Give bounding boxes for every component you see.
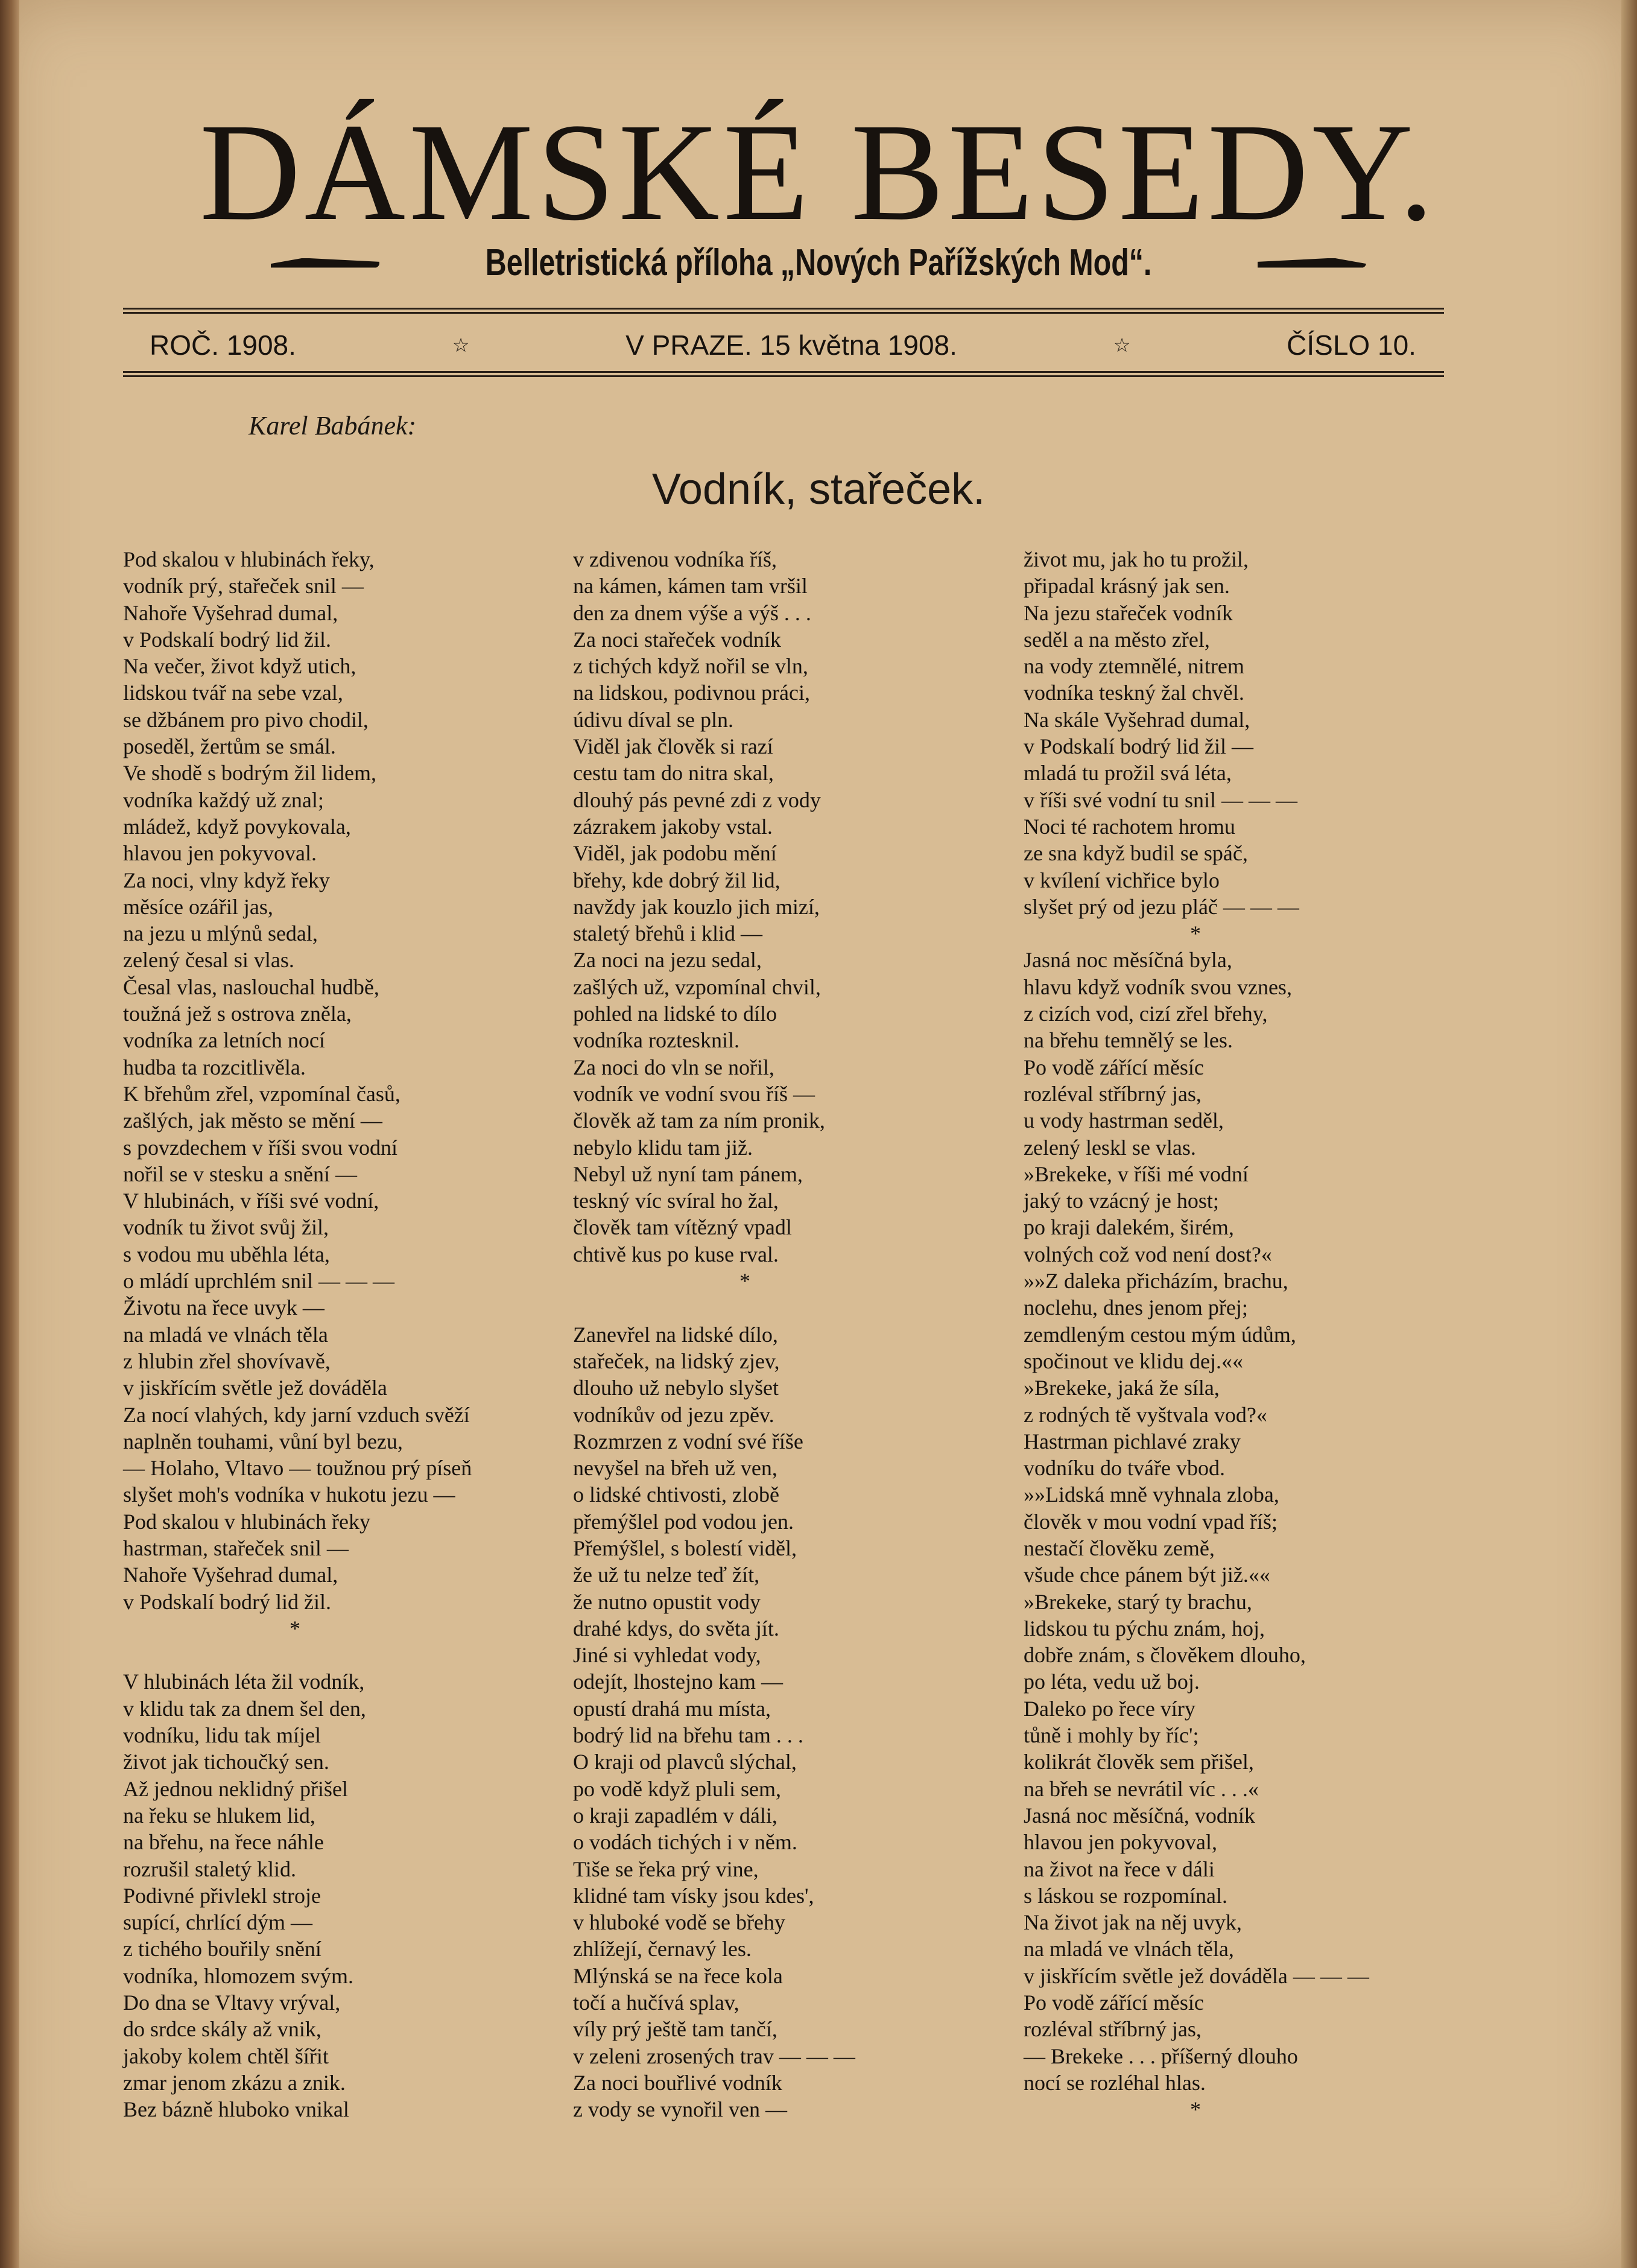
poem-line: že nutno opustit vody: [573, 1589, 761, 1614]
poem-line: v zeleni zrosených trav — — —: [573, 2044, 855, 2068]
poem-line: hlavou jen pokyvoval,: [1024, 1830, 1217, 1855]
poem-line: V hlubinách léta žil vodník,: [123, 1669, 365, 1694]
poem-line: zázrakem jakoby vstal.: [573, 814, 773, 839]
ornament-left: [271, 258, 379, 268]
poem-line: na břeh se nevrátil víc . . .«: [1024, 1776, 1259, 1801]
poem-line: Po vodě zářící měsíc: [1024, 1990, 1204, 2015]
poem-line: nevyšel na břeh už ven,: [573, 1456, 777, 1481]
poem-line: údivu díval se pln.: [573, 707, 733, 732]
poem-line: Až jednou neklidný přišel: [123, 1776, 348, 1801]
poem-line: zašlých už, vzpomínal chvil,: [573, 974, 821, 999]
star-icon: ☆: [452, 334, 470, 356]
poem-line: se džbánem pro pivo chodil,: [123, 707, 369, 732]
poem-line: kolikrát člověk sem přišel,: [1024, 1750, 1254, 1774]
poem-line: stařeček, na lidský zjev,: [573, 1348, 780, 1373]
poem-line: klidné tam vísky jsou kdes',: [573, 1883, 814, 1908]
poem-line: nebylo klidu tam již.: [573, 1135, 753, 1160]
poem-line: na život na řece v dáli: [1024, 1857, 1215, 1881]
poem-line: všude chce pánem být již.««: [1024, 1563, 1270, 1587]
poem-line: že už tu nelze teď žít,: [573, 1563, 760, 1587]
poem-line: vodníku do tváře vbod.: [1024, 1456, 1225, 1481]
poem-line: dobře znám, s člověkem dlouho,: [1024, 1643, 1306, 1668]
poem-line: život mu, jak ho tu prožil,: [1024, 547, 1249, 571]
poem-line: spočinout ve klidu dej.««: [1024, 1348, 1243, 1373]
poem-line: drahé kdys, do světa jít.: [573, 1616, 779, 1641]
poem-line: život jak tichoučký sen.: [123, 1750, 329, 1774]
poem-line: na jezu u mlýnů sedal,: [123, 921, 318, 946]
masthead-subtitle: Belletristická příloha „Nových Pařížských Mod“.: [485, 242, 1152, 284]
poem-line: Viděl, jak podobu mění: [573, 841, 777, 866]
subtitle-row: [0, 241, 1637, 284]
issue-year: ROČ. 1908.: [150, 329, 296, 361]
poem-line: »»Z daleka přicházím, brachu,: [1024, 1269, 1288, 1294]
poem-line: vodníka teskný žal chvěl.: [1024, 681, 1244, 705]
poem-line: ze sna když budil se spáč,: [1024, 841, 1248, 866]
section-break-mark: *: [1190, 2097, 1201, 2122]
poem-line: Jasná noc měsíčná, vodník: [1024, 1803, 1255, 1828]
poem-line: Po vodě zářící měsíc: [1024, 1055, 1204, 1079]
rule-bottom: [123, 371, 1444, 377]
poem-line: Na jezu stařeček vodník: [1024, 600, 1233, 625]
ornament-right: [1258, 258, 1366, 268]
poem-line: v jiskřícím světle jež dováděla: [123, 1376, 387, 1400]
poem-line: Daleko po řece víry: [1024, 1696, 1195, 1721]
poem-line: v kvílení vichřice bylo: [1024, 868, 1220, 892]
poem-line: hlavou jen pokyvoval.: [123, 841, 317, 866]
poem-line: — Brekeke . . . příšerný dlouho: [1024, 2044, 1298, 2068]
poem-line: poseděl, žertům se smál.: [123, 734, 336, 759]
poem-line: z rodných tě vyštvala vod?«: [1024, 1402, 1267, 1427]
poem-line: Na život jak na něj uvyk,: [1024, 1910, 1242, 1935]
poem-line: Za noci, vlny když řeky: [123, 868, 330, 892]
poem-line: Bez bázně hluboko vnikal: [123, 2097, 349, 2122]
poem-line: v zdivenou vodníka říš,: [573, 547, 777, 571]
rule-top: [123, 308, 1444, 314]
poem-line: Nahoře Vyšehrad dumal,: [123, 1563, 338, 1587]
poem-line: Ve shodě s bodrým žil lidem,: [123, 761, 376, 786]
poem-line: z tichých když nořil se vln,: [573, 654, 808, 679]
poem-line: O kraji od plavců slýchal,: [573, 1750, 797, 1774]
poem-line: zemdleným cestou mým údům,: [1024, 1322, 1296, 1347]
issue-place-date: V PRAZE. 15 května 1908.: [625, 329, 957, 361]
poem-line: v hluboké vodě se břehy: [573, 1910, 785, 1935]
poem-line: Nahoře Vyšehrad dumal,: [123, 600, 338, 625]
page-edge: [1621, 0, 1637, 2268]
poem-line: člověk v mou vodní vpad říš;: [1024, 1509, 1278, 1534]
poem-line: na břehu, na řece náhle: [123, 1830, 324, 1855]
poem-line: zelený leskl se vlas.: [1024, 1135, 1196, 1160]
poem-line: slyšet prý od jezu pláč — — —: [1024, 894, 1299, 919]
poem-line: Tiše se řeka prý vine,: [573, 1857, 759, 1881]
poem-line: vodníka každý už znal;: [123, 787, 324, 812]
poem-line: do srdce skály až vnik,: [123, 2017, 321, 2042]
poem-line: vodníka za letních nocí: [123, 1028, 325, 1053]
poem-line: dlouhý pás pevné zdi z vody: [573, 787, 821, 812]
poem-line: mládež, když povykovala,: [123, 814, 351, 839]
poem-line: hastrman, stařeček snil —: [123, 1536, 349, 1560]
poem-title: Vodník, stařeček.: [651, 465, 986, 513]
poem-line: Za noci na jezu sedal,: [573, 948, 762, 973]
poem-line: staletý břehů i klid —: [573, 921, 762, 946]
poem-line: na mladá ve vlnách těla: [123, 1322, 328, 1347]
poem-line: Nebyl už nyní tam pánem,: [573, 1161, 803, 1186]
poem-line: volných což vod není dost?«: [1024, 1242, 1272, 1266]
poem-line: Jiné si vyhledat vody,: [573, 1643, 761, 1668]
poem-line: Do dna se Vltavy vrýval,: [123, 1990, 341, 2015]
star-icon: ☆: [1113, 334, 1131, 356]
poem-line: na břehu temnělý se les.: [1024, 1028, 1233, 1053]
poem-line: vodník tu život svůj žil,: [123, 1215, 329, 1240]
poem-line: s povzdechem v říši svou vodní: [123, 1135, 397, 1160]
poem-line: opustí drahá mu místa,: [573, 1696, 771, 1721]
poem-line: s vodou mu uběhla léta,: [123, 1242, 330, 1266]
poem-line: Pod skalou v hlubinách řeky: [123, 1509, 370, 1534]
poem-line: pohled na lidské to dílo: [573, 1002, 777, 1026]
poem-line: na vody ztemnělé, nitrem: [1024, 654, 1244, 679]
poem-line: den za dnem výše a výš . . .: [573, 600, 811, 625]
poem-line: teskný víc svíral ho žal,: [573, 1189, 779, 1213]
poem-line: rozrušil staletý klid.: [123, 1857, 296, 1881]
poem-line: na mladá ve vlnách těla,: [1024, 1937, 1234, 1961]
poem-line: o mládí uprchlém snil — — —: [123, 1269, 394, 1294]
poem-line: V hlubinách, v říši své vodní,: [123, 1189, 379, 1213]
poem-line: Jasná noc měsíčná byla,: [1024, 948, 1232, 973]
poem-line: Mlýnská se na řece kola: [573, 1963, 783, 1988]
poem-line: z vody se vynořil ven —: [573, 2097, 787, 2122]
poem-line: z cizích vod, cizí zřel břehy,: [1024, 1002, 1268, 1026]
poem-line: Podivné přivlekl stroje: [123, 1883, 321, 1908]
poem-line: chtivě kus po kuse rval.: [573, 1242, 779, 1266]
poem-line: zhlížejí, černavý les.: [573, 1937, 752, 1961]
poem-line: »»Lidská mně vyhnala zloba,: [1024, 1482, 1279, 1507]
poem-line: v klidu tak za dnem šel den,: [123, 1696, 366, 1721]
poem-column-1: [123, 546, 545, 2123]
poem-line: nocí se rozléhal hlas.: [1024, 2070, 1206, 2095]
section-break-mark: *: [1190, 921, 1201, 946]
poem-line: rozléval stříbrný jas,: [1024, 1081, 1202, 1106]
poem-line: »Brekeke, v říši mé vodní: [1024, 1161, 1249, 1186]
poem-line: Hastrman pichlavé zraky: [1024, 1429, 1241, 1453]
poem-line: lidskou tvář na sebe vzal,: [123, 681, 343, 705]
poem-line: Životu na řece uvyk —: [123, 1295, 325, 1320]
poem-line: seděl a na město zřel,: [1024, 627, 1210, 652]
poem-line: po léta, vedu už boj.: [1024, 1669, 1200, 1694]
poem-line: s láskou se rozpomínal.: [1024, 1883, 1227, 1908]
poem-line: přemýšlel pod vodou jen.: [573, 1509, 794, 1534]
poem-line: nořil se v stesku a snění —: [123, 1161, 357, 1186]
poem-line: dlouho už nebylo slyšet: [573, 1376, 779, 1400]
poem-line: Zanevřel na lidské dílo,: [573, 1322, 778, 1347]
poem-line: po kraji dalekém, širém,: [1024, 1215, 1234, 1240]
poem-line: navždy jak kouzlo jich mizí,: [573, 894, 820, 919]
binding-edge: [0, 0, 19, 2268]
poem-line: mladá tu prožil svá léta,: [1024, 761, 1232, 786]
poem-line: — Holaho, Vltavo — toužnou prý píseň: [123, 1456, 472, 1481]
masthead-title: DÁMSKÉ BESEDY.: [199, 95, 1438, 250]
poem-line: supící, chrlící dým —: [123, 1910, 312, 1935]
poem-column-3: [1024, 546, 1446, 2123]
poem-line: Viděl jak člověk si razí: [573, 734, 773, 759]
poem-line: Za nocí vlahých, kdy jarní vzduch svěží: [123, 1402, 470, 1427]
poem-line: vodníka roztesknil.: [573, 1028, 739, 1053]
poem-line: rozléval stříbrný jas,: [1024, 2017, 1202, 2042]
poem-line: připadal krásný jak sen.: [1024, 574, 1230, 599]
poem-line: Za noci stařeček vodník: [573, 627, 781, 652]
section-break-mark: *: [290, 1616, 300, 1641]
poem-line: měsíce ozářil jas,: [123, 894, 273, 919]
poem-line: vodníkův od jezu zpěv.: [573, 1402, 774, 1427]
poem-line: vodník prý, stařeček snil —: [123, 574, 364, 599]
poem-line: u vody hastrman seděl,: [1024, 1108, 1224, 1133]
poem-line: lidskou tu pýchu znám, hoj,: [1024, 1616, 1265, 1641]
poem-line: v říši své vodní tu snil — — —: [1024, 787, 1298, 812]
poem-line: zelený česal si vlas.: [123, 948, 294, 973]
poem-line: z hlubin zřel shovívavě,: [123, 1348, 331, 1373]
poem-line: vodníku, lidu tak míjel: [123, 1723, 321, 1748]
poem-line: K břehům zřel, vzpomínal časů,: [123, 1081, 401, 1106]
poem-line: Za noci do vln se nořil,: [573, 1055, 774, 1079]
poem-line: Za noci bouřlivé vodník: [573, 2070, 782, 2095]
poem-line: o kraji zapadlém v dáli,: [573, 1803, 777, 1828]
poem-line: naplněn touhami, vůní byl bezu,: [123, 1429, 403, 1453]
poem-line: v Podskalí bodrý lid žil.: [123, 1589, 331, 1614]
poem-line: nestačí člověku země,: [1024, 1536, 1215, 1560]
poem-line: na lidskou, podivnou práci,: [573, 681, 810, 705]
poem-line: o vodách tichých i v něm.: [573, 1830, 797, 1855]
poem-line: »Brekeke, jaká že síla,: [1024, 1376, 1220, 1400]
poem-line: točí a hučívá splav,: [573, 1990, 739, 2015]
poem-line: noclehu, dnes jenom přej;: [1024, 1295, 1248, 1320]
author-name: Karel Babánek:: [249, 411, 417, 440]
poem-column-2: [573, 546, 995, 2123]
poem-line: na řeku se hlukem lid,: [123, 1803, 315, 1828]
poem-line: cestu tam do nitra skal,: [573, 761, 774, 786]
poem-line: »Brekeke, starý ty brachu,: [1024, 1589, 1252, 1614]
poem-line: vodníka, hlomozem svým.: [123, 1963, 353, 1988]
poem-line: víly prý ještě tam tančí,: [573, 2017, 777, 2042]
poem-line: člověk až tam za ním pronik,: [573, 1108, 825, 1133]
issue-line: [150, 329, 1416, 361]
poem-line: jakoby kolem chtěl šířit: [123, 2044, 329, 2068]
poem-line: Na večer, život když utich,: [123, 654, 356, 679]
poem-line: Rozmrzen z vodní své říše: [573, 1429, 803, 1453]
poem-line: slyšet moh's vodníka v hukotu jezu —: [123, 1482, 455, 1507]
poem-line: z tichého bouřily snění: [123, 1937, 321, 1961]
poem-line: tůně i mohly by říc';: [1024, 1723, 1199, 1748]
poem-line: v jiskřícím světle jež dováděla — — —: [1024, 1963, 1369, 1988]
poem-line: jaký to vzácný je host;: [1024, 1189, 1219, 1213]
poem-line: na kámen, kámen tam vršil: [573, 574, 808, 599]
poem-line: v Podskalí bodrý lid žil.: [123, 627, 331, 652]
poem-line: bodrý lid na břehu tam . . .: [573, 1723, 803, 1748]
poem-line: o lidské chtivosti, zlobě: [573, 1482, 779, 1507]
stanza-gap: [123, 1642, 545, 1668]
stanza-gap: [573, 1294, 995, 1321]
poem-line: hlavu když vodník svou vznes,: [1024, 974, 1292, 999]
poem-line: zašlých, jak město se mění —: [123, 1108, 382, 1133]
poem-line: člověk tam vítězný vpadl: [573, 1215, 792, 1240]
section-break-mark: *: [739, 1269, 750, 1294]
poem-line: Pod skalou v hlubinách řeky,: [123, 547, 375, 571]
poem-line: v Podskalí bodrý lid žil —: [1024, 734, 1253, 759]
poem-line: hudba ta rozcitlivěla.: [123, 1055, 306, 1079]
poem-line: Přemýšlel, s bolestí viděl,: [573, 1536, 797, 1560]
issue-number: ČÍSLO 10.: [1287, 329, 1416, 361]
poem-line: Noci té rachotem hromu: [1024, 814, 1235, 839]
poem-line: toužná jež s ostrova zněla,: [123, 1002, 352, 1026]
poem-line: po vodě když pluli sem,: [573, 1776, 781, 1801]
poem-line: vodník ve vodní svou říš —: [573, 1081, 815, 1106]
poem-line: břehy, kde dobrý žil lid,: [573, 868, 781, 892]
poem-line: Česal vlas, naslouchal hudbě,: [123, 974, 379, 999]
poem-line: odejít, lhostejno kam —: [573, 1669, 783, 1694]
poem-line: zmar jenom zkázu a znik.: [123, 2070, 346, 2095]
poem-line: Na skále Vyšehrad dumal,: [1024, 707, 1250, 732]
